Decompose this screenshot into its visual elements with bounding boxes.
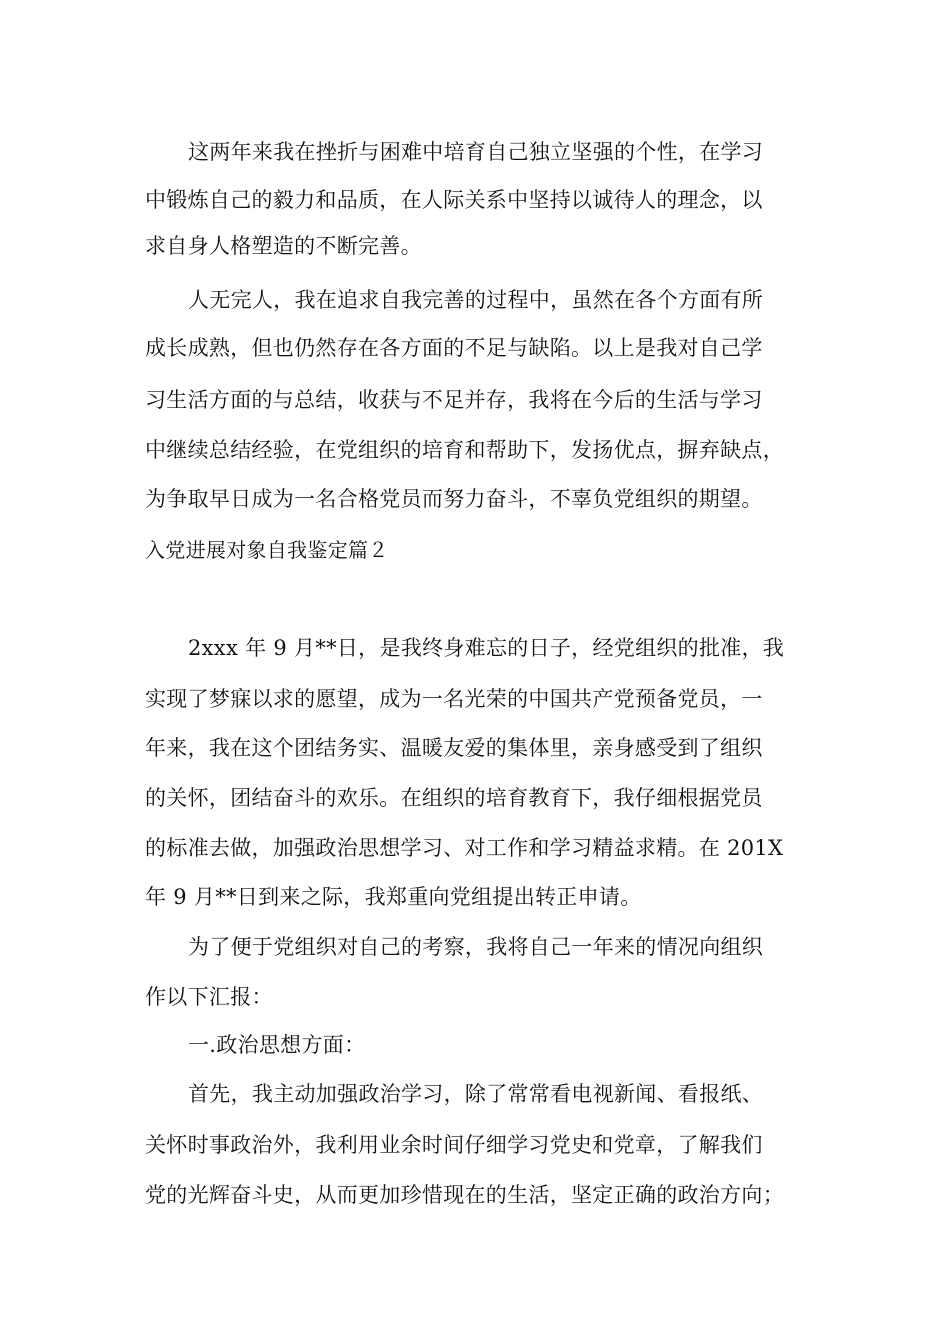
paragraph-line: 党的光辉奋斗史，从而更加珍惜现在的生活，坚定正确的政治方向； bbox=[145, 1183, 784, 1207]
paragraph-line: 作以下汇报： bbox=[145, 985, 273, 1009]
paragraph-line: 为争取早日成为一名合格党员而努力奋斗，不辜负党组织的期望。 bbox=[145, 487, 763, 511]
paragraph-line: 年 9 月**日到来之际，我郑重向党组提出转正申请。 bbox=[145, 885, 642, 909]
paragraph-line: 的标准去做，加强政治思想学习、对工作和学习精益求精。在 201X bbox=[145, 836, 784, 860]
paragraph-line: 实现了梦寐以求的愿望，成为一名光荣的中国共产党预备党员，一 bbox=[145, 687, 763, 711]
paragraph-line: 这两年来我在挫折与困难中培育自己独立坚强的个性，在学习 bbox=[188, 140, 764, 164]
paragraph-line: 成长成熟，但也仍然存在各方面的不足与缺陷。以上是我对自己学 bbox=[145, 336, 763, 360]
paragraph-line: 的关怀，团结奋斗的欢乐。在组织的培育教育下，我仔细根据党员 bbox=[145, 786, 763, 810]
paragraph-line: 2xxx 年 9 月**日，是我终身难忘的日子，经党组织的批准，我 bbox=[188, 636, 785, 660]
paragraph-line: 首先，我主动加强政治学习，除了常常看电视新闻、看报纸、 bbox=[188, 1082, 764, 1106]
section-heading: 入党进展对象自我鉴定篇２ bbox=[145, 538, 389, 562]
paragraph-line: 中锻炼自己的毅力和品质，在人际关系中坚持以诚待人的理念，以 bbox=[145, 188, 763, 212]
paragraph-line: 人无完人，我在追求自我完善的过程中，虽然在各个方面有所 bbox=[188, 288, 764, 312]
subsection-heading: 一.政治思想方面： bbox=[188, 1033, 366, 1057]
paragraph-line: 习生活方面的与总结，收获与不足并存，我将在今后的生活与学习 bbox=[145, 388, 763, 412]
paragraph-line: 中继续总结经验，在党组织的培育和帮助下，发扬优点，摒弃缺点， bbox=[145, 438, 784, 462]
paragraph-line: 关怀时事政治外，我利用业余时间仔细学习党史和党章，了解我们 bbox=[145, 1133, 763, 1157]
paragraph-line: 为了便于党组织对自己的考察，我将自己一年来的情况向组织 bbox=[188, 935, 764, 959]
paragraph-line: 年来，我在这个团结务实、温暖友爱的集体里，亲身感受到了组织 bbox=[145, 736, 763, 760]
paragraph-line: 求自身人格塑造的不断完善。 bbox=[145, 234, 422, 258]
